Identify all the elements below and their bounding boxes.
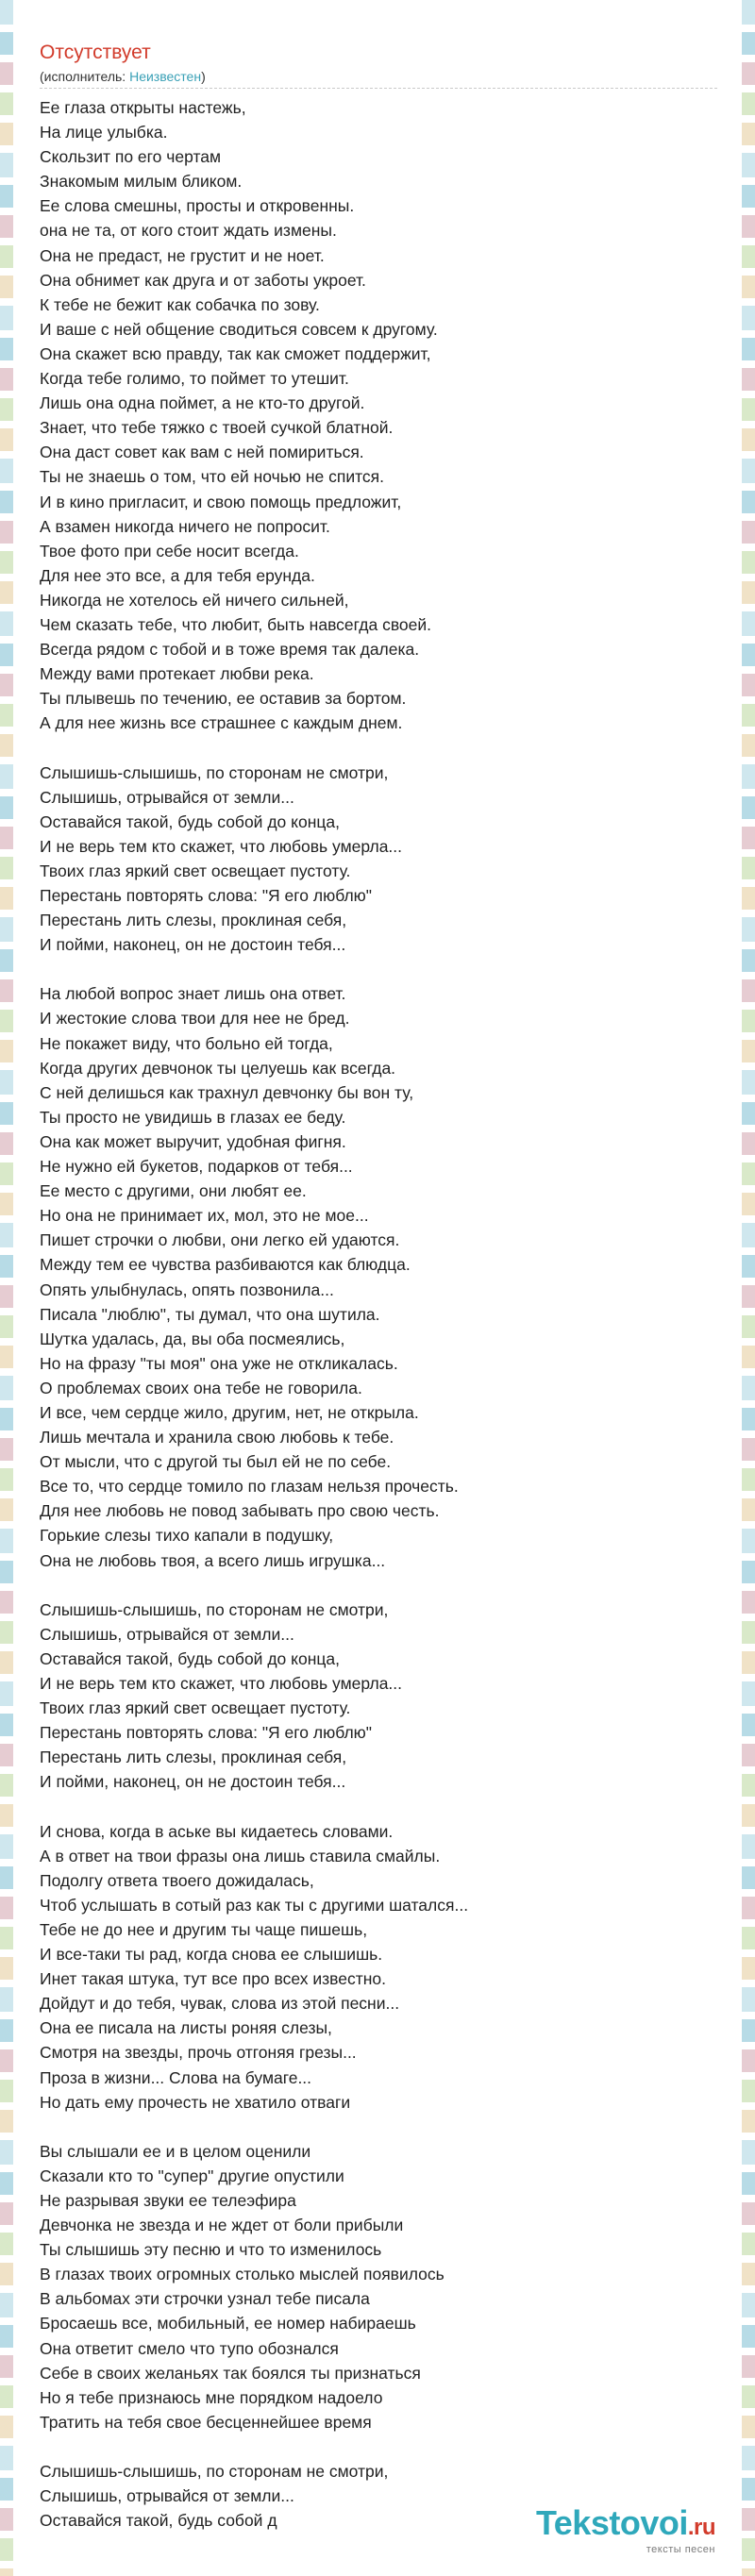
site-logo[interactable] bbox=[536, 2505, 715, 2555]
artist-link[interactable]: Неизвестен bbox=[129, 69, 202, 84]
artist-prefix: (исполнитель: bbox=[40, 69, 130, 84]
lyrics-text: Ее глаза открыты настежь, На лице улыбка. Скользит по его чертам Знакомым милым бликом. Ее слова смешны, просты и откровенны. она не та, от кого стоит ждать измены. Она не предаст, не грустит и не ноет. Она обнимет как друга и от заботы укроет. К тебе не бежит как собачка по зову. И ваше с ней общение сводиться совсем к другому. Она скажет всю правду, так как сможет поддержит, Когда тебе голимо, то поймет то утешит. Лишь она одна поймет, а не кто-то другой. Знает, что тебе тяжко с твоей сучкой блатной. Она даст совет как вам с ней помириться. Ты не знаешь о том, что ей ночью не спится. И в кино пригласит, и свою помощь предложит, А взамен никогда ничего не попросит. Твое фото при себе носит всегда. Для нее это все, а для тебя ерунда. Никогда не хотелось ей ничего сильней, Чем сказать тебе, что любит, быть навсегда своей. Всегда рядом с тобой и в тоже время так далека. Между вами протекает любви река. Ты плывешь по течению, ее оставив за бортом. А для нее жизнь все страшнее с каждым днем. Слышишь-слышишь, по сторонам не смотри, Слышишь, отрывайся от земли... Оставайся такой, будь собой до конца, И не верь тем кто скажет, что любовь умерла... Твоих глаз яркий свет освещает пустоту. Перестань повторять слова: "Я его люблю" Перестань лить слезы, проклиная себя, И пойми, наконец, он не достоин тебя... На любой вопрос знает лишь она ответ. И жестокие слова твои для нее не бред. Не покажет виду, что больно ей тогда, Когда других девчонок ты целуешь как всегда. С ней делишься как трахнул девчонку бы вон ту, Ты просто не увидишь в глазах ее беду. Она как может выручит, удобная фигня. Не нужно ей букетов, подарков от тебя... Ее место с другими, они любят ее. Но она не принимает их, мол, это не мое... Пишет строчки о любви, они легко ей удаются. Между тем ее чувства разбиваются как блюдца. Опять улыбнулась, опять позвонила... Писала "люблю", ты думал, что она шутила. Шутка удалась, да, вы оба посмеялись, Но на фразу "ты моя" она уже не откликалась. О проблемах своих она тебе не говорила. И все, чем сердце жило, другим, нет, не открыла. Лишь мечтала и хранила свою любовь к тебе. От мысли, что с другой ты был ей не по себе. Все то, что сердце томило по глазам нельзя прочесть. Для нее любовь не повод забывать про свою честь. Горькие слезы тихо капали в подушку, Она не любовь твоя, а всего лишь игрушка... Слышишь-слышишь, по сторонам не смотри, Слышишь, отрывайся от земли... Оставайся такой, будь собой до конца, И не верь тем кто скажет, что любовь умерла... Твоих глаз яркий свет освещает пустоту. Перестань повторять слова: "Я его люблю" Перестань лить слезы, проклиная себя, И пойми, наконец, он не достоин тебя... И снова, когда в аське вы кидаетесь словами. А в ответ на твои фразы она лишь ставила смайлы. Подолгу ответа твоего дожидалась, Чтоб услышать в сотый раз как ты с другими шатался... Тебе не до нее и другим ты чаще пишешь, И все-таки ты рад, когда снова ее слышишь. Инет такая штука, тут все про всех известно. Дойдут и до тебя, чувак, слова из этой песни... Она ее писала на листы роняя слезы, Смотря на звезды, прочь отгоняя грезы... Проза в жизни... Слова на бумаге... Но дать ему прочесть не хватило отваги Вы слышали ее и в целом оценили Сказали кто то "супер" другие опустили Не разрывая звуки ее телеэфира Девчонка не звезда и не ждет от боли прибыли Ты слышишь эту песню и что то изменилось В глазах твоих огромных столько мыслей появилось В альбомах эти строчки узнал тебе писала Бросаешь все, мобильный, ее номер набираешь Она ответит смело что тупо обознался Себе в своих желаньях так боялся ты признаться Но я тебе признаюсь мне порядком надоело Тратить на тебя свое бесценнейшее время Слышишь-слышишь, по сторонам не смотри, Слышишь, отрывайся от земли... Оставайся такой, будь собой д bbox=[40, 98, 469, 2531]
right-decorative-stripes bbox=[742, 0, 755, 2576]
title-divider bbox=[40, 88, 717, 89]
lyrics-card bbox=[28, 0, 727, 2576]
artist-suffix: ) bbox=[201, 69, 206, 84]
artist-line bbox=[40, 68, 206, 85]
logo-tld: .ru bbox=[687, 2515, 715, 2540]
left-decorative-stripes bbox=[0, 0, 13, 2576]
song-title: Отсутствует bbox=[40, 42, 151, 63]
logo-wordmark bbox=[536, 2505, 715, 2546]
logo-tagline: тексты песен bbox=[646, 2544, 715, 2555]
logo-name: Tekstovoi bbox=[535, 2503, 688, 2542]
